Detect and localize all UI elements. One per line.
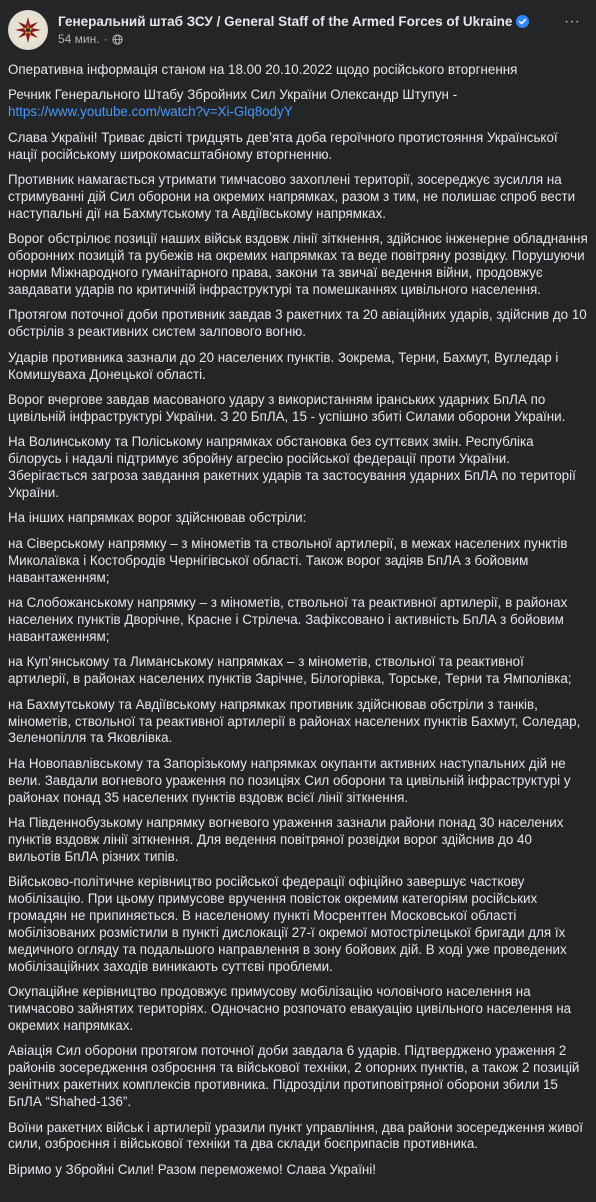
post-paragraph bbox=[8, 595, 588, 646]
post-paragraph bbox=[8, 874, 588, 975]
paragraph-text: Ударів противника зазнали до 20 населених пунктів. Зокрема, Терни, Бахмут, Вугледар і Комишуваха Донецької області. bbox=[8, 349, 559, 382]
post-paragraph bbox=[8, 87, 588, 121]
paragraph-text: Окупаційне керівництво продовжує примусову мобілізацію чоловічого населення на тимчасово зайнятих територіях. Одночасно розпочато евакуацію цивільного населення на окремих напрямках. bbox=[8, 984, 572, 1033]
post-body bbox=[8, 62, 588, 1179]
paragraph-text: На Південнобузькому напрямку вогневого ураження зазнали райони понад 30 населених пунктів вздовж лінії зіткнення. Для ведення повітряної розвідки ворог здійснив до 40 вильотів БпЛА різних типів. bbox=[8, 815, 564, 864]
paragraph-text: Противник намагається утримати тимчасово захоплені території, зосереджує зусилля на стримуванні дій Сил оборони на окремих напрямках, разом з тим, не полишає спроб вести наступальні дії на Бахмутському та Авдіївському напрямках. bbox=[8, 172, 576, 221]
more-options-button[interactable] bbox=[560, 14, 584, 30]
post-meta bbox=[58, 32, 529, 46]
post-paragraph bbox=[8, 392, 588, 426]
paragraph-text: На інших напрямках ворог здійснював обстріли: bbox=[8, 510, 307, 526]
post-paragraph bbox=[8, 130, 588, 164]
post-paragraph bbox=[8, 307, 588, 341]
verified-badge-icon bbox=[516, 15, 529, 28]
post-paragraph bbox=[8, 510, 588, 527]
paragraph-text: на Сіверському напрямку – з мінометів та ствольної артилерії, в межах населених пунктів Миколаївка і Костобродів Чернігівської області. Також ворог задіяв БпЛА з бойовим навантаженням; bbox=[8, 535, 568, 585]
post-paragraph bbox=[8, 231, 588, 299]
armed-forces-emblem-icon bbox=[11, 13, 45, 47]
post-paragraph bbox=[8, 654, 588, 688]
paragraph-text: на Куп’янському та Лиманському напрямках – з мінометів, ствольної та реактивної артилерії, в районах населених пунктів Зарічне, Білогорівка, Торське, Терни та Ямполівка; bbox=[8, 654, 572, 687]
post-paragraph bbox=[8, 350, 588, 384]
post-paragraph bbox=[8, 1162, 588, 1179]
post-paragraph bbox=[8, 697, 588, 748]
post-paragraph bbox=[8, 536, 588, 587]
post-paragraph bbox=[8, 1043, 588, 1111]
post-paragraph bbox=[8, 756, 588, 807]
paragraph-text: Ворог вчергове завдав масованого удару з використанням іранських ударних БпЛА по цивільній інфраструктурі України. З 20 БпЛА, 15 - успішно збиті Силами оборони України. bbox=[8, 392, 566, 424]
paragraph-text: на Бахмутському та Авдіївському напрямках противник здійснював обстріли з танків, мінометів, ствольної та реактивної артилерії в районах населених пунктів Бахмут, Соледар, Зеленопілля та Яковлівка. bbox=[8, 696, 581, 746]
post-paragraph bbox=[8, 1120, 588, 1154]
paragraph-text: Ворог обстрілює позиції наших військ вздовж лінії зіткнення, здійснює інженерне обладнання оборонних позицій та рубежів на окремих напрямках та веде повітряну розвідку. Порушуючи норми Міжнародного гуманітарного права, закони та звичаї ведення війни, продовжує завдавати ударів по критичній інфраструктурі та помешканнях цивільного населення. bbox=[8, 231, 588, 297]
paragraph-text: Авіація Сил оборони протягом поточної доби завдала 6 ударів. Підтверджено ураження 2 районів зосередження озброєння та військової техніки, 2 опорних пунктів, а також 2 позицій зенітних ракетних комплексів противника. Підрозділи протиповітряної оборони збили 15 БпЛА “Shahed-136”. bbox=[8, 1043, 580, 1110]
paragraph-text: Віримо у Збройні Сили! Разом переможемо! Слава Україні! bbox=[8, 1161, 376, 1177]
meta-separator: · bbox=[103, 32, 108, 46]
paragraph-text: Протягом поточної доби противник завдав 3 ракетних та 20 авіаційних ударів, здійснив до 10 обстрілів з реактивних систем залпового вогню. bbox=[8, 307, 587, 340]
paragraph-text: Воїни ракетних військ і артилерії уразили пункт управління, два райони зосередження живої сили, озброєння і військової техніки та два склади боєприпасів противника. bbox=[8, 1119, 584, 1152]
post-timestamp[interactable]: 54 мин. bbox=[58, 32, 100, 46]
author-row bbox=[58, 14, 529, 29]
paragraph-text: На Новопавлівському та Запорізькому напрямках окупанти активних наступальних дій не вели. Завдали вогневого ураження по позиціях Сил оборони та цивільній інфраструктурі у районах понад 35 населених пунктів вздовж всієї лінії зіткнення. bbox=[8, 755, 571, 805]
author-name[interactable]: Генеральний штаб ЗСУ / General Staff of the Armed Forces of Ukraine bbox=[58, 14, 513, 29]
paragraph-text: Оперативна інформація станом на 18.00 20.10.2022 щодо російського вторгнення bbox=[8, 62, 518, 77]
youtube-link[interactable]: https://www.youtube.com/watch?v=Xi-Glq8odyY bbox=[8, 104, 293, 120]
post-paragraph bbox=[8, 815, 588, 866]
paragraph-text: на Слобожанському напрямку – з мінометів, ствольної та реактивної артилерії, в районах населених пунктів Дворічне, Красне і Стрілеча. Зафіксовано і активність БпЛА з бойовим навантаженням; bbox=[8, 595, 568, 644]
post-paragraph bbox=[8, 434, 588, 502]
more-options-icon: ··· bbox=[564, 13, 580, 30]
paragraph-text: На Волинському та Поліському напрямках обстановка без суттєвих змін. Республіка білорусь і надалі підтримує збройну агресію російської федерації проти України. Зберігається загроза завдання ракетних ударів та застосування ударних БпЛА по території України. bbox=[8, 434, 576, 501]
post-paragraph bbox=[8, 984, 588, 1035]
post-header-text bbox=[58, 10, 529, 50]
post-header bbox=[8, 10, 588, 52]
paragraph-text: Речник Генерального Штабу Збройних Сил України Олександр Штупун - bbox=[8, 87, 458, 103]
post-paragraph bbox=[8, 62, 588, 79]
paragraph-text: Слава Україні! Триває двісті тридцять дев’ята доба героїчного протистояння Української нації російському широкомасштабному вторгненню. bbox=[8, 129, 558, 162]
paragraph-text: Військово-політичне керівництво російської федерації офіційно завершує часткову мобілізацію. При цьому примусове вручення повісток окремим категоріям російських громадян не припиняється. В населеному пункті Мосрентген Московської області мобілізованих розмістили в пункті дислокації 27-ї окремої мотострілецької бригади для їх медичного огляду та подальшого направлення в зону бойових дій. В ході уже проведених мобілізаційних заходів виникають суттєві проблеми. bbox=[8, 874, 567, 974]
globe-icon[interactable] bbox=[112, 34, 123, 45]
page-avatar[interactable] bbox=[8, 10, 48, 50]
post-paragraph bbox=[8, 172, 588, 223]
